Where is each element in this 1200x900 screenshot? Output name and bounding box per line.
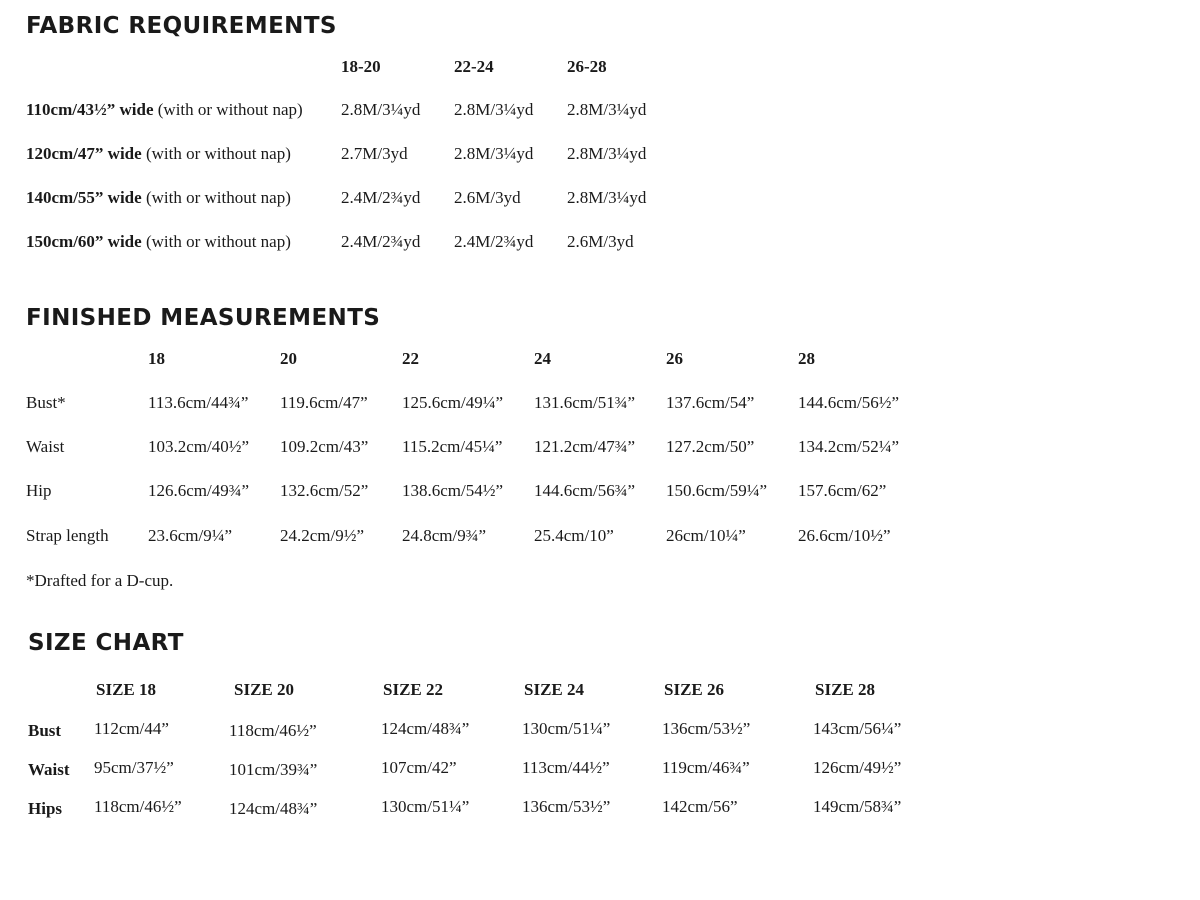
size-cell: 136cm/53½”: [662, 719, 751, 738]
size-col-header: SIZE 22: [383, 680, 443, 699]
measure-col-header: 22: [402, 349, 419, 368]
size-col-header: SIZE 28: [815, 680, 875, 699]
measure-col-header: 20: [280, 349, 297, 368]
fabric-col-header: 18-20: [341, 57, 381, 76]
fabric-col-header: 22-24: [454, 57, 494, 76]
finished-measurements-title: FINISHED MEASUREMENTS: [26, 305, 381, 331]
measure-cell: 125.6cm/49¼”: [402, 393, 504, 412]
size-row-label: Hips: [28, 799, 63, 818]
size-cell: 142cm/56”: [662, 797, 738, 816]
fabric-cell: 2.6M/3yd: [454, 188, 521, 207]
measure-col-header: 18: [148, 349, 165, 368]
fabric-requirements-title: FABRIC REQUIREMENTS: [26, 13, 337, 39]
fabric-cell: 2.8M/3¼yd: [567, 188, 647, 207]
measure-cell: 26.6cm/10½”: [798, 526, 891, 545]
fabric-width: 140cm/55” wide: [26, 188, 142, 207]
measure-cell: 113.6cm/44¾”: [148, 393, 249, 412]
measure-cell: 144.6cm/56½”: [798, 393, 900, 412]
measure-cell: 137.6cm/54”: [666, 393, 755, 412]
measure-cell: 150.6cm/59¼”: [666, 481, 768, 500]
size-chart-title: SIZE CHART: [28, 630, 184, 656]
fabric-nap-note: (with or without nap): [141, 232, 291, 251]
measure-cell: 157.6cm/62”: [798, 481, 887, 500]
measure-cell: 127.2cm/50”: [666, 437, 755, 456]
fabric-cell: 2.8M/3¼yd: [567, 144, 647, 163]
measure-row-label: Strap length: [26, 526, 109, 545]
measure-cell: 24.2cm/9½”: [280, 526, 365, 545]
measure-cell: 134.2cm/52¼”: [798, 437, 900, 456]
measure-cell: 103.2cm/40½”: [148, 437, 250, 456]
fabric-cell: 2.8M/3¼yd: [454, 100, 534, 119]
fabric-cell: 2.4M/2¾yd: [341, 188, 421, 207]
size-cell: 101cm/39¾”: [229, 760, 318, 779]
footnote: *Drafted for a D-cup.: [26, 571, 174, 590]
measure-row-label: Bust*: [26, 393, 66, 412]
fabric-cell: 2.6M/3yd: [567, 232, 634, 251]
fabric-cell: 2.7M/3yd: [341, 144, 408, 163]
measure-cell: 26cm/10¼”: [666, 526, 746, 545]
fabric-col-header: 26-28: [567, 57, 607, 76]
measure-cell: 115.2cm/45¼”: [402, 437, 503, 456]
size-col-header: SIZE 26: [664, 680, 724, 699]
measure-cell: 131.6cm/51¾”: [534, 393, 636, 412]
size-cell: 124cm/48¾”: [381, 719, 470, 738]
measure-cell: 119.6cm/47”: [280, 393, 368, 412]
size-cell: 95cm/37½”: [94, 758, 174, 777]
size-cell: 119cm/46¾”: [662, 758, 750, 777]
fabric-cell: 2.4M/2¾yd: [454, 232, 534, 251]
fabric-nap-note: (with or without nap): [153, 100, 303, 119]
size-col-header: SIZE 18: [96, 680, 156, 699]
size-cell: 113cm/44½”: [522, 758, 610, 777]
size-row-label: Waist: [28, 760, 70, 779]
fabric-nap-note: (with or without nap): [141, 144, 291, 163]
fabric-cell: 2.4M/2¾yd: [341, 232, 421, 251]
size-cell: 149cm/58¾”: [813, 797, 902, 816]
size-cell: 124cm/48¾”: [229, 799, 318, 818]
measure-cell: 121.2cm/47¾”: [534, 437, 636, 456]
measure-cell: 24.8cm/9¾”: [402, 526, 487, 545]
measure-col-header: 28: [798, 349, 815, 368]
measure-cell: 144.6cm/56¾”: [534, 481, 636, 500]
size-cell: 118cm/46½”: [94, 797, 182, 816]
size-cell: 126cm/49½”: [813, 758, 902, 777]
fabric-nap-note: (with or without nap): [141, 188, 291, 207]
size-cell: 136cm/53½”: [522, 797, 611, 816]
fabric-row-label: [26, 101, 303, 118]
fabric-row-label: [26, 189, 291, 206]
fabric-cell: 2.8M/3¼yd: [567, 100, 647, 119]
fabric-width: 110cm/43½” wide: [26, 100, 154, 119]
fabric-row-label: [26, 145, 291, 162]
fabric-cell: 2.8M/3¼yd: [454, 144, 534, 163]
size-col-header: SIZE 20: [234, 680, 294, 699]
measure-cell: 25.4cm/10”: [534, 526, 614, 545]
size-cell: 118cm/46½”: [229, 721, 317, 740]
size-row-label: Bust: [28, 721, 62, 740]
measure-cell: 109.2cm/43”: [280, 437, 369, 456]
measure-cell: 132.6cm/52”: [280, 481, 369, 500]
fabric-width: 120cm/47” wide: [26, 144, 142, 163]
size-cell: 112cm/44”: [94, 719, 169, 738]
size-col-header: SIZE 24: [524, 680, 584, 699]
size-cell: 143cm/56¼”: [813, 719, 902, 738]
fabric-row-label: [26, 233, 291, 250]
measure-cell: 23.6cm/9¼”: [148, 526, 233, 545]
measure-row-label: Waist: [26, 437, 65, 456]
measure-cell: 138.6cm/54½”: [402, 481, 504, 500]
size-cell: 130cm/51¼”: [522, 719, 611, 738]
size-cell: 130cm/51¼”: [381, 797, 470, 816]
size-cell: 107cm/42”: [381, 758, 457, 777]
fabric-cell: 2.8M/3¼yd: [341, 100, 421, 119]
measure-col-header: 26: [666, 349, 683, 368]
measure-cell: 126.6cm/49¾”: [148, 481, 250, 500]
fabric-width: 150cm/60” wide: [26, 232, 142, 251]
measure-col-header: 24: [534, 349, 551, 368]
measure-row-label: Hip: [26, 481, 52, 500]
